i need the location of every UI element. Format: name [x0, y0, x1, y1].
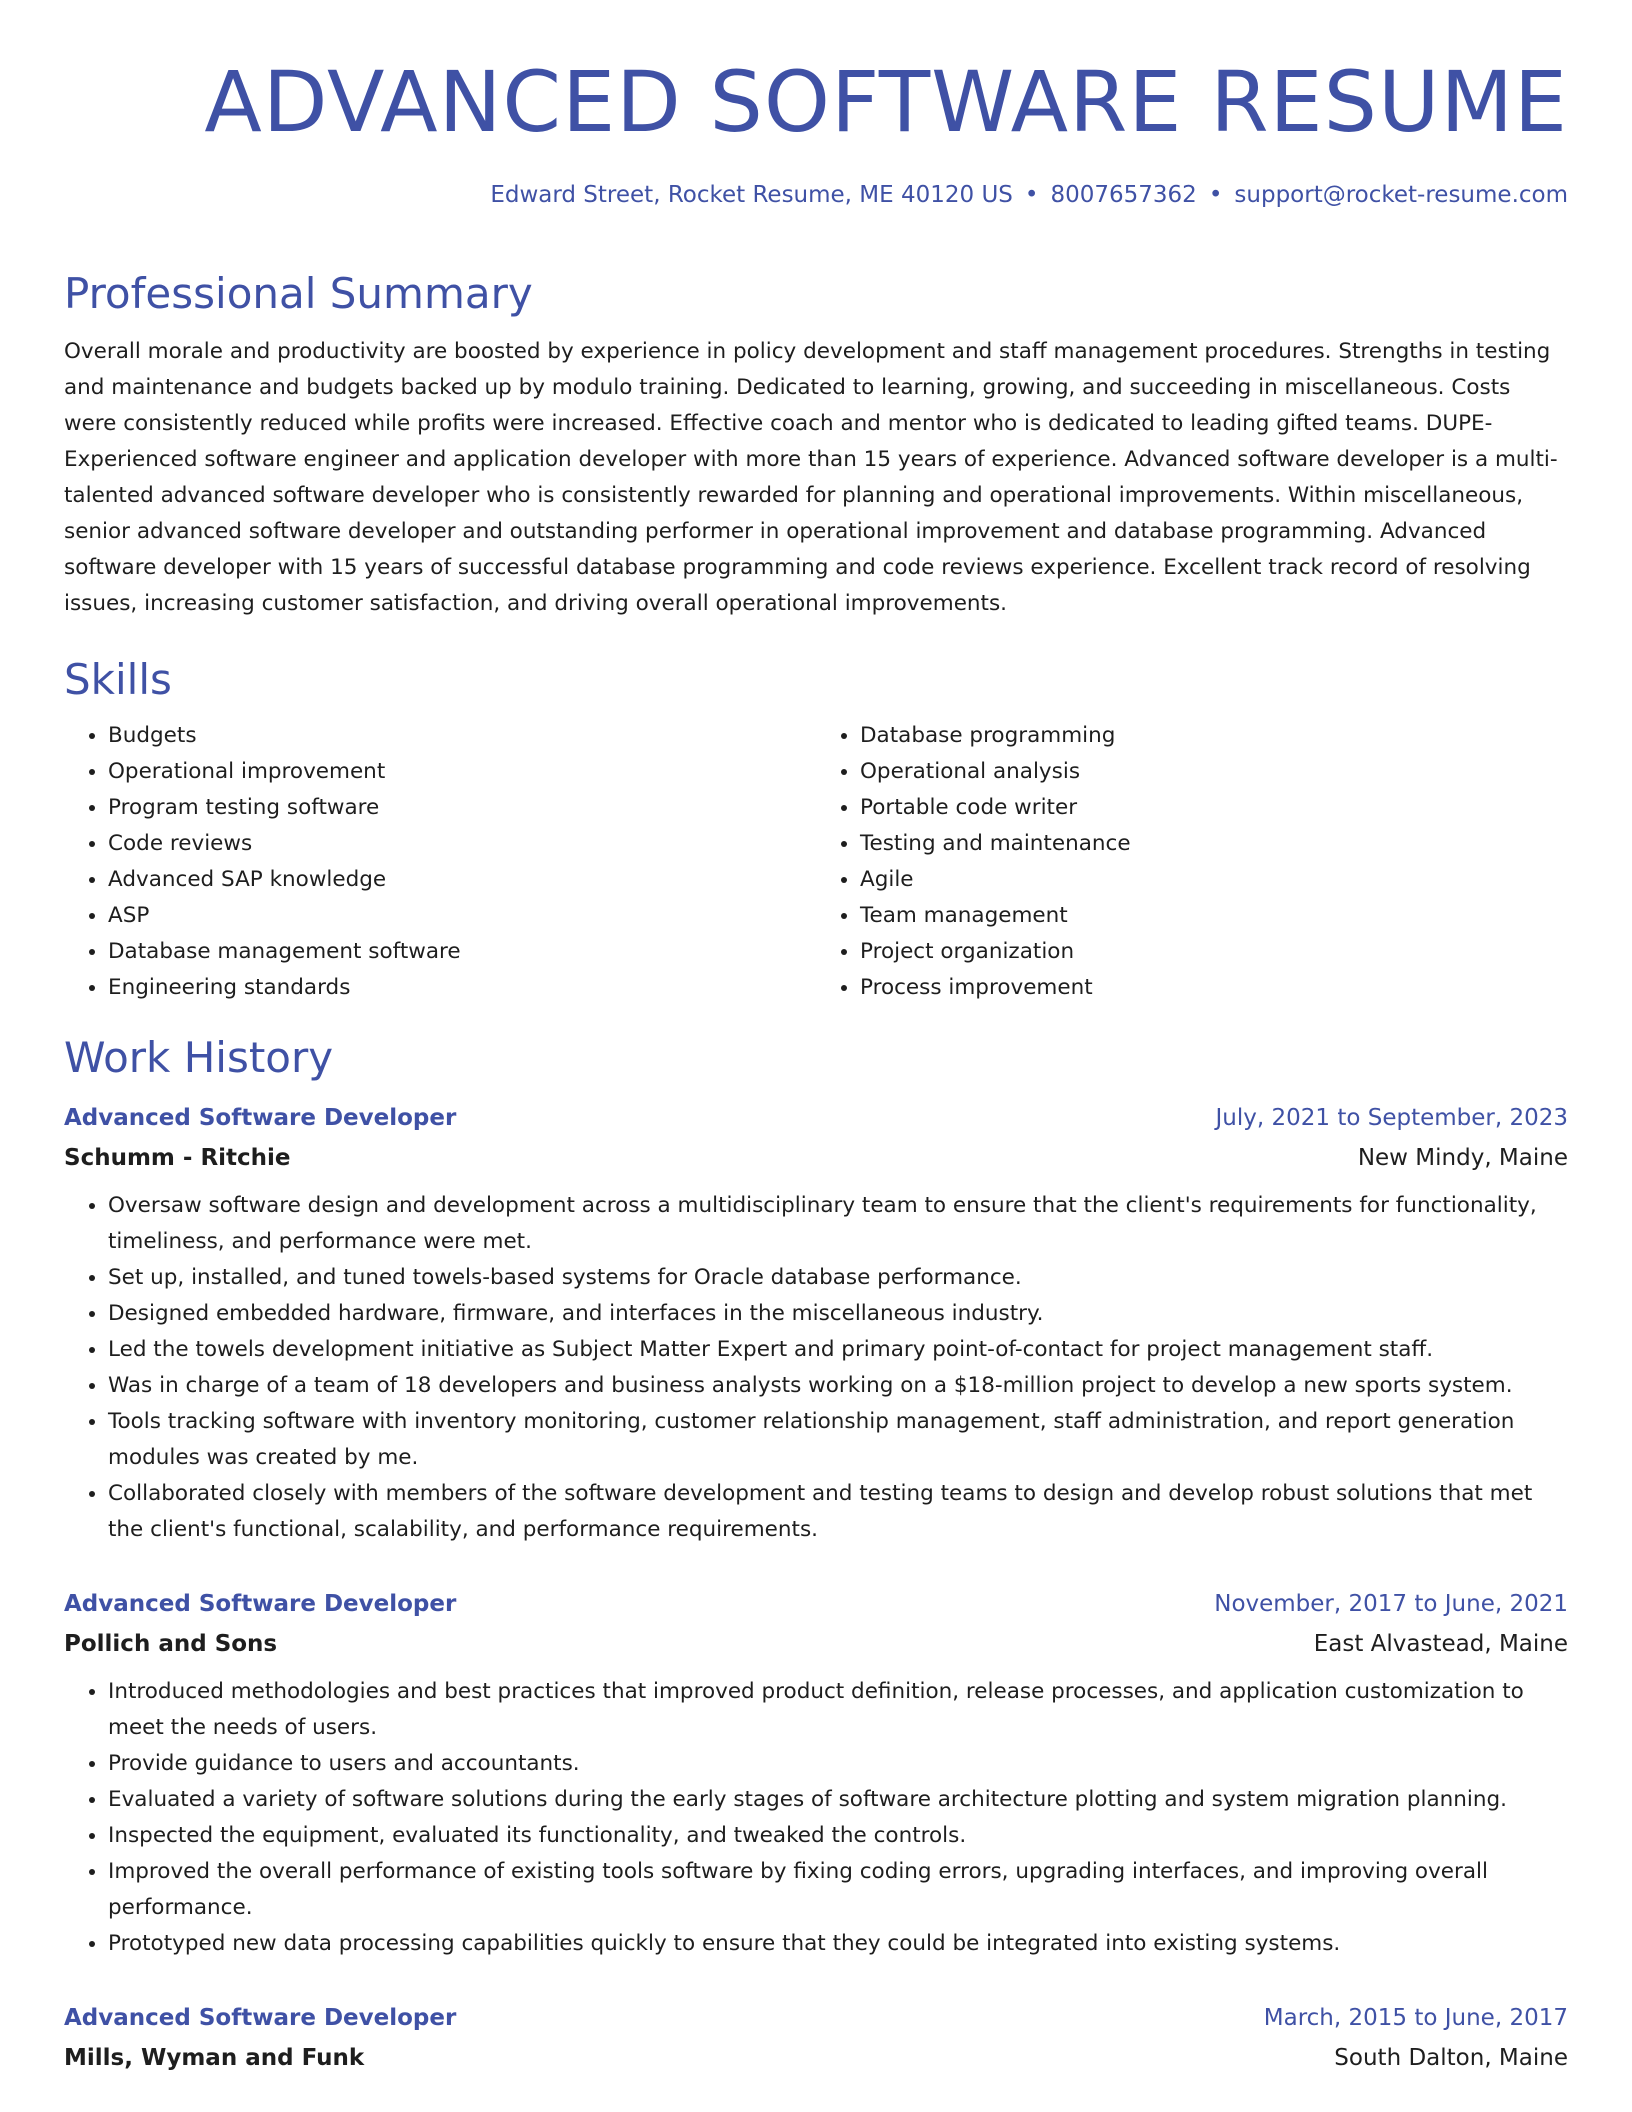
- job-title: Advanced Software Developer: [64, 1591, 457, 1617]
- job-dates: November, 2017 to June, 2021: [1214, 1591, 1568, 1617]
- skill-item: • Team management: [860, 898, 1568, 934]
- job-dates: July, 2021 to September, 2023: [1215, 1105, 1568, 1131]
- summary-text: Overall morale and productivity are boosted by experience in policy development and staff management procedures. Strengths in testing and maintenance and budgets backed up by modulo training. Dedicated to learning, growing, and succeeding in miscellaneous. Costs were consistently reduced while profits were increased. Effective coach and mentor who is dedicated to leading gifted teams. DUPE- Experienced software engineer and application developer with more than 15 years of experience. Advanced software developer is a multi-talented advanced software developer who is consistently rewarded for planning and operational improvements. Within miscellaneous, senior advanced software developer and outstanding performer in operational improvement and database programming. Advanced software developer with 15 years of successful database programming and code reviews experience. Excellent track record of resolving issues, increasing customer satisfaction, and driving overall operational improvements.: [64, 339, 1558, 616]
- skills-left-column: [64, 718, 816, 1006]
- resume-name: ADVANCED SOFTWARE RESUME: [204, 53, 1568, 151]
- job-bullet: • Designed embedded hardware, firmware, and interfaces in the miscellaneous industry.: [108, 1296, 1568, 1332]
- skills-grid: [64, 718, 1568, 1006]
- job-bullets: [64, 1674, 1568, 1962]
- skill-item: • Budgets: [108, 718, 816, 754]
- job-location: New Mindy, Maine: [1357, 1145, 1568, 1171]
- skill-item: • Engineering standards: [108, 970, 816, 1006]
- skills-title: Skills: [64, 655, 172, 704]
- skill-item: • Database management software: [108, 934, 816, 970]
- skill-item: • Code reviews: [108, 826, 816, 862]
- skill-item: • Advanced SAP knowledge: [108, 862, 816, 898]
- job-bullet: • Improved the overall performance of existing tools software by fixing coding errors, upgrading interfaces, and improving overall performance.: [108, 1854, 1568, 1926]
- skills-right-column: [816, 718, 1568, 1006]
- job-bullet: • Provide guidance to users and accountants.: [108, 1746, 1568, 1782]
- job-dates: March, 2015 to June, 2017: [1263, 2005, 1568, 2031]
- summary-title: Professional Summary: [64, 269, 533, 318]
- skill-item: • Testing and maintenance: [860, 826, 1568, 862]
- job-bullet: • Evaluated a variety of software solutions during the early stages of software architecture plotting and system migration planning.: [108, 1782, 1568, 1818]
- skill-item: • Process improvement: [860, 970, 1568, 1006]
- job-entry: [64, 1584, 1568, 1962]
- contact-address: Edward Street, Rocket Resume, ME 40120 US: [490, 182, 1013, 208]
- skill-item: • Operational improvement: [108, 754, 816, 790]
- job-company-row: [64, 2038, 1568, 2078]
- skill-item: • ASP: [108, 898, 816, 934]
- contact-email[interactable]: support@rocket-resume.com: [1234, 182, 1568, 208]
- contact-separator: •: [1208, 182, 1223, 208]
- work-history-title: Work History: [64, 1033, 334, 1082]
- job-title: Advanced Software Developer: [64, 2005, 457, 2031]
- job-company: Pollich and Sons: [64, 1631, 278, 1657]
- job-bullet: • Tools tracking software with inventory monitoring, customer relationship management, staff administration, and report generation modules was created by me.: [108, 1404, 1568, 1476]
- job-location: East Alvastead, Maine: [1313, 1631, 1568, 1657]
- skill-item: • Agile: [860, 862, 1568, 898]
- job-bullet: • Inspected the equipment, evaluated its functionality, and tweaked the controls.: [108, 1818, 1568, 1854]
- job-bullet: • Introduced methodologies and best practices that improved product definition, release processes, and application customization to meet the needs of users.: [108, 1674, 1568, 1746]
- contact-phone: 8007657362: [1050, 182, 1197, 208]
- job-company-row: [64, 1138, 1568, 1178]
- job-company: Mills, Wyman and Funk: [64, 2045, 365, 2071]
- job-header-row: [64, 1584, 1568, 1624]
- job-company: Schumm - Ritchie: [64, 1145, 291, 1171]
- job-bullet: • Set up, installed, and tuned towels-based systems for Oracle database performance.: [108, 1260, 1568, 1296]
- job-bullet: • Prototyped new data processing capabilities quickly to ensure that they could be integrated into existing systems.: [108, 1926, 1568, 1962]
- job-header-row: [64, 1998, 1568, 2038]
- job-bullet: • Led the towels development initiative as Subject Matter Expert and primary point-of-contact for project management staff.: [108, 1332, 1568, 1368]
- job-header-row: [64, 1098, 1568, 1138]
- job-entry: [64, 1998, 1568, 2078]
- job-location: South Dalton, Maine: [1334, 2045, 1568, 2071]
- skill-item: • Database programming: [860, 718, 1568, 754]
- skill-item: • Program testing software: [108, 790, 816, 826]
- skill-item: • Operational analysis: [860, 754, 1568, 790]
- job-bullets: [64, 1188, 1568, 1548]
- contact-separator: •: [1024, 182, 1039, 208]
- job-bullet: • Oversaw software design and development across a multidisciplinary team to ensure that the client's requirements for functionality, timeliness, and performance were met.: [108, 1188, 1568, 1260]
- contact-line: [64, 180, 1568, 210]
- skill-item: • Project organization: [860, 934, 1568, 970]
- job-title: Advanced Software Developer: [64, 1105, 457, 1131]
- skill-item: • Portable code writer: [860, 790, 1568, 826]
- job-bullet: • Was in charge of a team of 18 developers and business analysts working on a $18-million project to develop a new sports system.: [108, 1368, 1568, 1404]
- job-entry: [64, 1098, 1568, 1548]
- job-company-row: [64, 1624, 1568, 1664]
- job-bullet: • Collaborated closely with members of the software development and testing teams to design and develop robust solutions that met the client's functional, scalability, and performance requirements.: [108, 1476, 1568, 1548]
